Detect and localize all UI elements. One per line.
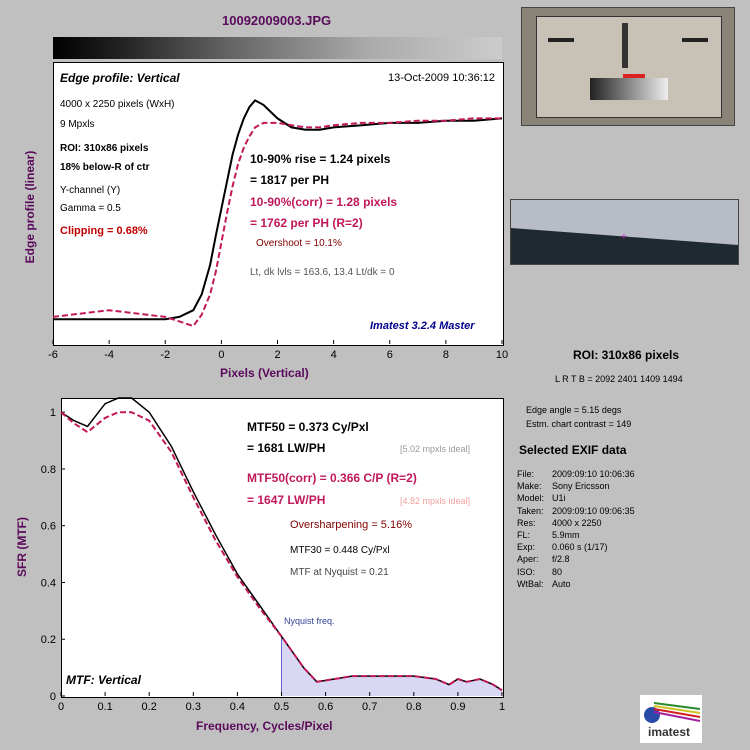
mtf-xtick-label: 0.9 [450, 701, 466, 713]
chart-thumbnail [521, 7, 735, 126]
exif-value: 2009:09:10 10:06:36 [552, 469, 635, 479]
edge-xtick-label: 6 [386, 349, 393, 361]
right-angle: Edge angle = 5.15 degs [526, 405, 622, 415]
mtf-xtick-label: 0.3 [185, 701, 201, 713]
edge-rise-ph: = 1817 per PH [250, 173, 330, 187]
right-roi: ROI: 310x86 pixels [573, 348, 680, 362]
edge-xlabel: Pixels (Vertical) [220, 366, 309, 380]
mtf-ytick-label: 0.8 [40, 463, 56, 476]
imatest-logo [640, 695, 702, 743]
mtf-ytick-label: 0.6 [40, 520, 56, 533]
exif-value: U1i [552, 493, 566, 504]
exif-key: ISO: [517, 566, 536, 577]
mtf-ytick-label: 1 [49, 407, 56, 420]
edge-xtick-label: 8 [442, 349, 449, 361]
edge-location: 18% below-R of ctr [60, 162, 150, 173]
exif-value: 5.9mm [552, 530, 580, 540]
edge-xtick-label: 0 [218, 349, 225, 361]
logo-text: imatest [648, 725, 691, 739]
exif-key: WtBal: [517, 578, 544, 589]
edge-rise-corr: 10-90%(corr) = 1.28 pixels [250, 195, 398, 209]
exif-title: Selected EXIF data [519, 443, 627, 457]
exif-value: 0.060 s (1/17) [552, 542, 608, 553]
mtf-ytick-label: 0.4 [40, 577, 56, 590]
mtf50-ph: = 1681 LW/PH [247, 441, 326, 455]
exif-key: Aper: [517, 554, 539, 565]
mtf-xtick-label: 0.1 [97, 701, 113, 713]
mtf-xtick-label: 0.7 [362, 701, 378, 713]
edge-pixels: 4000 x 2250 pixels (WxH) [60, 99, 175, 110]
svg-text:+: + [621, 232, 627, 243]
edge-xtick-label: 10 [495, 349, 509, 361]
mtf-ytick-label: 0.2 [40, 634, 56, 647]
nyquist-region [282, 636, 503, 696]
exif-key: Make: [517, 481, 542, 492]
mtf-ideal1: [5.02 mpxls ideal] [400, 444, 471, 454]
right-lrtb: L R T B = 2092 2401 1409 1494 [555, 374, 683, 384]
mtf50c-ph: = 1647 LW/PH [247, 493, 326, 507]
edge-mpxls: 9 Mpxls [60, 119, 95, 130]
edge-roi: ROI: 310x86 pixels [60, 143, 149, 154]
mtf-oversharp: Oversharpening = 5.16% [290, 519, 412, 531]
exif-value: Sony Ericsson [552, 481, 610, 492]
edge-channel: Y-channel (Y) [60, 185, 121, 196]
edge-rise: 10-90% rise = 1.24 pixels [250, 152, 391, 166]
exif-key: Model: [517, 493, 545, 504]
edge-xtick-label: -2 [160, 349, 171, 361]
edge-overshoot: Overshoot = 10.1% [256, 238, 342, 249]
mtf-xtick-label: 1 [498, 701, 506, 713]
mtf30: MTF30 = 0.448 Cy/Pxl [290, 545, 390, 556]
exif-key: Taken: [517, 505, 544, 516]
exif-value: Auto [552, 578, 571, 589]
edge-ylabel: Edge profile (linear) [23, 150, 37, 264]
exif-value: f/2.8 [552, 554, 570, 565]
edge-timestamp: 13-Oct-2009 10:36:12 [388, 72, 496, 84]
exif-key: File: [517, 469, 535, 479]
mtf-xtick-label: 0.8 [406, 701, 422, 713]
nyquist-label: Nyquist freq. [284, 616, 335, 626]
edge-xtick-label: 4 [330, 349, 337, 361]
mtf50c: MTF50(corr) = 0.366 C/P (R=2) [247, 471, 417, 485]
exif-key: Res: [517, 517, 536, 528]
exif-value: 4000 x 2250 [552, 517, 602, 528]
exif-key: Exp: [517, 542, 536, 553]
edge-xtick-label: 2 [274, 349, 281, 361]
edge-levels: Lt, dk lvls = 163.6, 13.4 Lt/dk = 0 [250, 267, 395, 278]
mtf-ylabel: SFR (MTF) [15, 517, 29, 577]
mtf-xtick-label: 0.2 [141, 701, 157, 713]
edge-xtick-label: -6 [48, 349, 58, 361]
exif-value: 80 [552, 566, 563, 577]
mtf-xtick-label: 0.5 [273, 701, 290, 713]
mtf-xtick-label: 0.6 [317, 701, 334, 713]
mtf-xlabel: Frequency, Cycles/Pixel [196, 719, 333, 733]
edge-gamma: Gamma = 0.5 [60, 203, 121, 214]
exif-key: FL: [517, 530, 531, 540]
mtf-ytick-label: 0 [49, 691, 56, 703]
right-contrast: Estm. chart contrast = 149 [526, 419, 632, 429]
mtf-nyquist: MTF at Nyquist = 0.21 [290, 567, 389, 578]
exif-value: 2009:09:10 09:06:35 [552, 505, 635, 516]
edge-crop [510, 199, 739, 265]
mtf-xtick-label: 0 [57, 701, 65, 713]
mtf50: MTF50 = 0.373 Cy/Pxl [247, 420, 369, 434]
file-title: 10092009003.JPG [222, 13, 332, 28]
edge-clipping: Clipping = 0.68% [60, 225, 148, 237]
mtf-title: MTF: Vertical [66, 673, 141, 687]
edge-rise-corr-ph: = 1762 per PH (R=2) [250, 216, 363, 230]
edge-brand: Imatest 3.2.4 Master [370, 320, 475, 332]
edge-title: Edge profile: Vertical [60, 71, 180, 85]
mtf-xtick-label: 0.4 [229, 701, 246, 713]
edge-xtick-label: -4 [104, 349, 115, 361]
mtf-ideal2: [4.82 mpxls ideal] [400, 496, 471, 506]
